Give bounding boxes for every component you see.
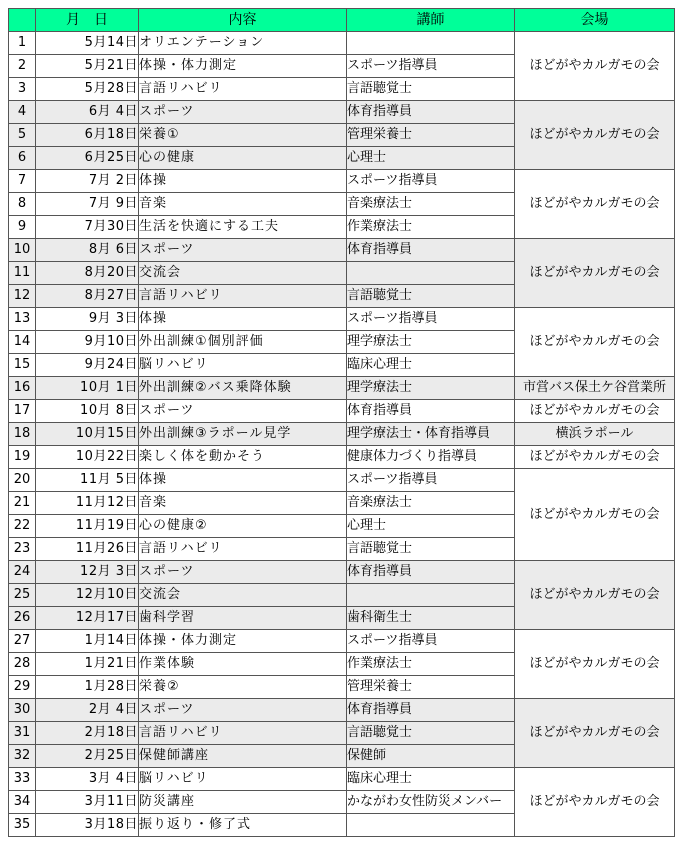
row-content: 言語リハビリ	[139, 78, 347, 101]
row-number: 4	[9, 101, 36, 124]
row-venue: ほどがやカルガモの会	[515, 768, 675, 837]
row-number: 35	[9, 814, 36, 837]
row-number: 19	[9, 446, 36, 469]
row-lecturer: かながわ女性防災メンバー	[347, 791, 515, 814]
row-number: 30	[9, 699, 36, 722]
row-lecturer: 作業療法士	[347, 216, 515, 239]
table-row	[9, 469, 675, 492]
row-lecturer: 体育指導員	[347, 699, 515, 722]
row-content: 体操	[139, 170, 347, 193]
row-date: 8月20日	[36, 262, 139, 285]
row-date: 8月 6日	[36, 239, 139, 262]
row-lecturer: 臨床心理士	[347, 354, 515, 377]
row-lecturer: 体育指導員	[347, 101, 515, 124]
row-number: 1	[9, 32, 36, 55]
row-date: 1月21日	[36, 653, 139, 676]
row-lecturer	[347, 584, 515, 607]
row-lecturer: 言語聴覚士	[347, 285, 515, 308]
row-lecturer: 言語聴覚士	[347, 78, 515, 101]
row-content: 音楽	[139, 193, 347, 216]
row-date: 10月 8日	[36, 400, 139, 423]
row-venue: ほどがやカルガモの会	[515, 170, 675, 239]
row-content: 外出訓練①個別評価	[139, 331, 347, 354]
row-number: 13	[9, 308, 36, 331]
table-row	[9, 101, 675, 124]
table-row	[9, 400, 675, 423]
row-venue: ほどがやカルガモの会	[515, 699, 675, 768]
row-content: 歯科学習	[139, 607, 347, 630]
row-number: 33	[9, 768, 36, 791]
row-content: オリエンテーション	[139, 32, 347, 55]
row-venue: 横浜ラポール	[515, 423, 675, 446]
row-number: 14	[9, 331, 36, 354]
table-row	[9, 630, 675, 653]
row-lecturer: 音楽療法士	[347, 492, 515, 515]
row-content: スポーツ	[139, 699, 347, 722]
row-number: 21	[9, 492, 36, 515]
row-date: 12月 3日	[36, 561, 139, 584]
row-lecturer: 心理士	[347, 515, 515, 538]
row-lecturer: 保健師	[347, 745, 515, 768]
row-date: 7月30日	[36, 216, 139, 239]
row-date: 7月 9日	[36, 193, 139, 216]
row-content: 保健師講座	[139, 745, 347, 768]
table-row	[9, 308, 675, 331]
row-content: 言語リハビリ	[139, 538, 347, 561]
row-number: 22	[9, 515, 36, 538]
row-content: 心の健康	[139, 147, 347, 170]
row-number: 17	[9, 400, 36, 423]
row-date: 9月24日	[36, 354, 139, 377]
row-date: 5月21日	[36, 55, 139, 78]
row-lecturer: 体育指導員	[347, 239, 515, 262]
row-number: 15	[9, 354, 36, 377]
table-row	[9, 170, 675, 193]
table-row	[9, 699, 675, 722]
row-content: 脳リハビリ	[139, 354, 347, 377]
row-content: 心の健康②	[139, 515, 347, 538]
row-lecturer: 音楽療法士	[347, 193, 515, 216]
row-lecturer: スポーツ指導員	[347, 170, 515, 193]
row-venue: ほどがやカルガモの会	[515, 400, 675, 423]
row-date: 1月14日	[36, 630, 139, 653]
row-content: 栄養①	[139, 124, 347, 147]
row-number: 7	[9, 170, 36, 193]
row-content: 体操	[139, 469, 347, 492]
row-number: 9	[9, 216, 36, 239]
row-date: 10月15日	[36, 423, 139, 446]
row-content: 言語リハビリ	[139, 285, 347, 308]
row-date: 11月19日	[36, 515, 139, 538]
row-date: 6月 4日	[36, 101, 139, 124]
row-lecturer: 心理士	[347, 147, 515, 170]
table-row	[9, 768, 675, 791]
header-number	[9, 9, 36, 32]
row-number: 24	[9, 561, 36, 584]
table-row	[9, 561, 675, 584]
header-venue: 会場	[515, 9, 675, 32]
row-date: 9月10日	[36, 331, 139, 354]
row-lecturer: 体育指導員	[347, 400, 515, 423]
row-content: 体操・体力測定	[139, 55, 347, 78]
row-content: 外出訓練③ラポール見学	[139, 423, 347, 446]
schedule-body	[9, 32, 675, 837]
row-venue: ほどがやカルガモの会	[515, 239, 675, 308]
row-lecturer: 体育指導員	[347, 561, 515, 584]
row-number: 12	[9, 285, 36, 308]
row-content: スポーツ	[139, 101, 347, 124]
row-number: 3	[9, 78, 36, 101]
row-lecturer: 作業療法士	[347, 653, 515, 676]
row-lecturer	[347, 262, 515, 285]
schedule-table	[8, 8, 675, 837]
row-date: 8月27日	[36, 285, 139, 308]
row-venue: 市営バス保土ケ谷営業所	[515, 377, 675, 400]
row-lecturer	[347, 32, 515, 55]
row-date: 12月10日	[36, 584, 139, 607]
row-lecturer: 健康体力づくり指導員	[347, 446, 515, 469]
row-number: 31	[9, 722, 36, 745]
row-number: 16	[9, 377, 36, 400]
row-lecturer: スポーツ指導員	[347, 630, 515, 653]
row-lecturer: 歯科衛生士	[347, 607, 515, 630]
row-content: スポーツ	[139, 400, 347, 423]
row-date: 5月28日	[36, 78, 139, 101]
row-date: 11月12日	[36, 492, 139, 515]
header-lecturer: 講師	[347, 9, 515, 32]
row-content: スポーツ	[139, 561, 347, 584]
row-date: 2月25日	[36, 745, 139, 768]
row-number: 27	[9, 630, 36, 653]
row-venue: ほどがやカルガモの会	[515, 101, 675, 170]
table-row	[9, 446, 675, 469]
row-content: 言語リハビリ	[139, 722, 347, 745]
row-venue: ほどがやカルガモの会	[515, 32, 675, 101]
table-row	[9, 239, 675, 262]
row-content: 体操・体力測定	[139, 630, 347, 653]
row-number: 28	[9, 653, 36, 676]
row-number: 2	[9, 55, 36, 78]
row-number: 32	[9, 745, 36, 768]
row-content: 栄養②	[139, 676, 347, 699]
row-venue: ほどがやカルガモの会	[515, 308, 675, 377]
schedule-sheet	[8, 8, 675, 837]
row-date: 3月11日	[36, 791, 139, 814]
table-row	[9, 32, 675, 55]
row-number: 11	[9, 262, 36, 285]
row-number: 34	[9, 791, 36, 814]
row-lecturer	[347, 814, 515, 837]
row-content: 体操	[139, 308, 347, 331]
row-venue: ほどがやカルガモの会	[515, 469, 675, 561]
row-lecturer: 言語聴覚士	[347, 538, 515, 561]
header-content: 内容	[139, 9, 347, 32]
row-content: スポーツ	[139, 239, 347, 262]
row-lecturer: 理学療法士・体育指導員	[347, 423, 515, 446]
row-date: 11月 5日	[36, 469, 139, 492]
row-number: 10	[9, 239, 36, 262]
row-content: 脳リハビリ	[139, 768, 347, 791]
row-number: 8	[9, 193, 36, 216]
row-lecturer: 管理栄養士	[347, 124, 515, 147]
row-number: 23	[9, 538, 36, 561]
row-content: 交流会	[139, 262, 347, 285]
row-content: 交流会	[139, 584, 347, 607]
row-number: 20	[9, 469, 36, 492]
row-venue: ほどがやカルガモの会	[515, 446, 675, 469]
row-lecturer: スポーツ指導員	[347, 308, 515, 331]
table-row	[9, 377, 675, 400]
row-lecturer: 臨床心理士	[347, 768, 515, 791]
row-date: 11月26日	[36, 538, 139, 561]
row-date: 2月18日	[36, 722, 139, 745]
row-content: 防災講座	[139, 791, 347, 814]
row-date: 6月25日	[36, 147, 139, 170]
row-content: 作業体験	[139, 653, 347, 676]
row-number: 6	[9, 147, 36, 170]
row-content: 生活を快適にする工夫	[139, 216, 347, 239]
row-date: 10月22日	[36, 446, 139, 469]
row-number: 25	[9, 584, 36, 607]
row-lecturer: 言語聴覚士	[347, 722, 515, 745]
row-content: 振り返り・修了式	[139, 814, 347, 837]
row-lecturer: スポーツ指導員	[347, 469, 515, 492]
header-row	[9, 9, 675, 32]
row-lecturer: 理学療法士	[347, 377, 515, 400]
row-number: 18	[9, 423, 36, 446]
row-number: 26	[9, 607, 36, 630]
row-date: 7月 2日	[36, 170, 139, 193]
row-content: 外出訓練②バス乗降体験	[139, 377, 347, 400]
row-date: 10月 1日	[36, 377, 139, 400]
row-number: 5	[9, 124, 36, 147]
row-content: 音楽	[139, 492, 347, 515]
row-date: 12月17日	[36, 607, 139, 630]
row-date: 9月 3日	[36, 308, 139, 331]
row-venue: ほどがやカルガモの会	[515, 561, 675, 630]
row-number: 29	[9, 676, 36, 699]
row-venue: ほどがやカルガモの会	[515, 630, 675, 699]
row-lecturer: スポーツ指導員	[347, 55, 515, 78]
row-date: 1月28日	[36, 676, 139, 699]
row-lecturer: 管理栄養士	[347, 676, 515, 699]
row-date: 3月 4日	[36, 768, 139, 791]
row-date: 2月 4日	[36, 699, 139, 722]
row-date: 5月14日	[36, 32, 139, 55]
row-date: 6月18日	[36, 124, 139, 147]
row-date: 3月18日	[36, 814, 139, 837]
row-content: 楽しく体を動かそう	[139, 446, 347, 469]
row-lecturer: 理学療法士	[347, 331, 515, 354]
header-date: 月 日	[36, 9, 139, 32]
table-row	[9, 423, 675, 446]
